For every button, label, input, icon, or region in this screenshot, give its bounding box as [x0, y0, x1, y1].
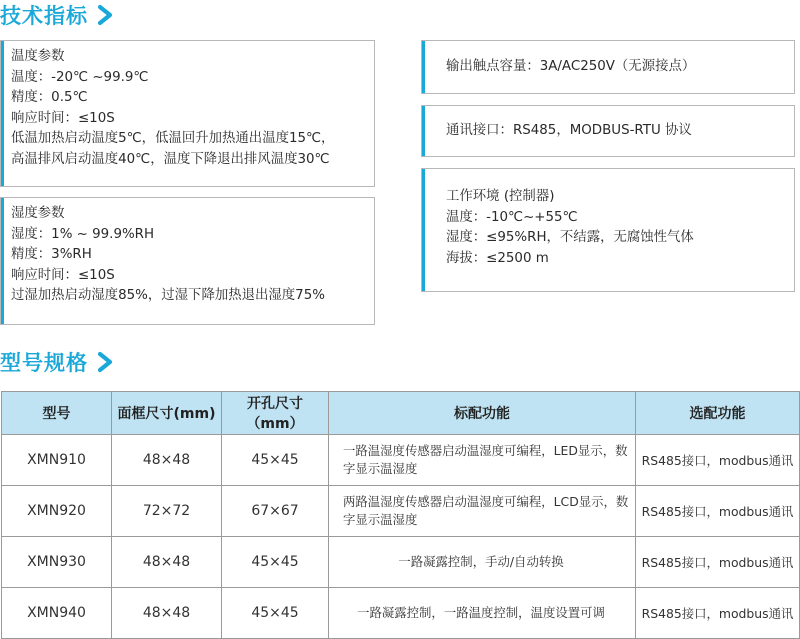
standard-features-cell: 一路凝露控制，手动/自动转换: [329, 537, 636, 588]
environment-heading: 工作环境 (控制器): [446, 189, 555, 204]
comm-interface-box: [421, 105, 795, 157]
temperature-response: 响应时间：≤10S: [11, 110, 115, 126]
standard-features-cell: 一路凝露控制，一路温度控制，温度设置可调: [329, 588, 636, 639]
model-cell: XMN940: [2, 588, 112, 639]
standard-features-cell: 两路温湿度传感器启动温湿度可编程，LCD显示，数字显示温湿度: [329, 486, 636, 537]
output-contact-text: 输出触点容量：3A/AC250V（无源接点）: [446, 59, 696, 74]
environment-humidity: 湿度：≤95%RH，不结露，无腐蚀性气体: [446, 230, 694, 245]
temperature-high-rule: 高温排风启动温度40℃，温度下降退出排风温度30℃: [11, 151, 330, 167]
table-row: [2, 435, 800, 486]
header-standard-features: 标配功能: [329, 392, 636, 435]
temperature-low-rule: 低温加热启动温度5℃，低温回升加热通出温度15℃，: [11, 131, 335, 146]
models-title-text: 型号规格: [0, 351, 88, 375]
environment-altitude: 海拔：≤2500 m: [446, 250, 549, 266]
frame-size-cell: 48×48: [112, 435, 222, 486]
optional-features-cell: RS485接口，modbus通讯: [636, 435, 800, 486]
comm-interface-text: 通讯接口：RS485，MODBUS-RTU 协议: [446, 123, 692, 138]
chevron-right-icon: [96, 4, 114, 26]
output-contact-box: [421, 40, 795, 94]
humidity-range: 湿度：1% ~ 99.9%RH: [11, 226, 155, 242]
tech-section-title: [0, 0, 114, 30]
standard-features-cell: 一路温湿度传感器启动温湿度可编程，LED显示，数字显示温湿度: [329, 435, 636, 486]
humidity-heading: 湿度参数: [11, 206, 65, 221]
environment-temperature: 温度：-10℃~+55℃: [446, 209, 578, 225]
environment-box: [421, 168, 795, 292]
cutout-size-cell: 67×67: [222, 486, 329, 537]
header-model: 型号: [2, 392, 112, 435]
models-section-title: [0, 347, 114, 377]
humidity-rule: 过湿加热启动湿度85%，过湿下降加热退出湿度75%: [11, 288, 325, 303]
table-row: [2, 486, 800, 537]
model-cell: XMN910: [2, 435, 112, 486]
table-row: [2, 588, 800, 639]
frame-size-cell: 72×72: [112, 486, 222, 537]
tech-title-text: 技术指标: [0, 4, 88, 28]
temperature-accuracy: 精度：0.5℃: [11, 90, 88, 105]
temperature-heading: 温度参数: [11, 49, 65, 64]
optional-features-cell: RS485接口，modbus通讯: [636, 588, 800, 639]
model-cell: XMN930: [2, 537, 112, 588]
model-spec-table: [1, 391, 800, 639]
temperature-range: 温度：-20℃ ~99.9℃: [11, 69, 149, 85]
table-row: [2, 537, 800, 588]
header-cutout-size: 开孔尺寸（mm）: [222, 392, 329, 435]
frame-size-cell: 48×48: [112, 588, 222, 639]
frame-size-cell: 48×48: [112, 537, 222, 588]
temperature-params-box: [0, 40, 375, 187]
model-cell: XMN920: [2, 486, 112, 537]
humidity-params-box: [0, 197, 375, 325]
cutout-size-cell: 45×45: [222, 537, 329, 588]
cutout-size-cell: 45×45: [222, 588, 329, 639]
cutout-size-cell: 45×45: [222, 435, 329, 486]
table-header-row: [2, 392, 800, 435]
optional-features-cell: RS485接口，modbus通讯: [636, 537, 800, 588]
humidity-response: 响应时间：≤10S: [11, 267, 115, 283]
humidity-accuracy: 精度：3%RH: [11, 247, 92, 262]
header-optional-features: 选配功能: [636, 392, 800, 435]
optional-features-cell: RS485接口，modbus通讯: [636, 486, 800, 537]
chevron-right-icon: [96, 351, 114, 373]
header-frame-size: 面框尺寸(mm): [112, 392, 222, 435]
